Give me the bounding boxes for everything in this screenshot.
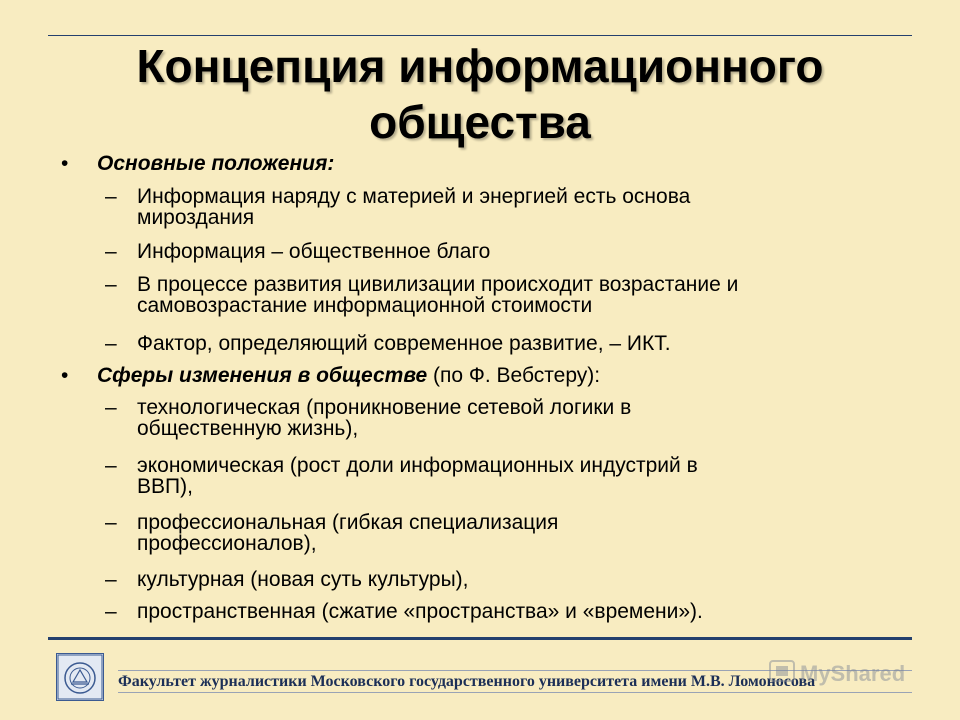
bullet-icon: • — [61, 152, 69, 175]
dash-icon: – — [105, 568, 117, 591]
bullet-lead-text: Основные положения: — [97, 152, 335, 175]
sub-item-line: профессиональная (гибкая специализация — [137, 511, 559, 534]
dash-icon: – — [105, 185, 117, 208]
sub-item — [105, 396, 907, 440]
dash-icon: – — [105, 240, 117, 263]
footer-bottom-rule — [118, 692, 912, 693]
slide-title — [48, 38, 912, 150]
sub-item — [105, 332, 907, 355]
bullet-lead-text: Сферы изменения в обществе — [97, 364, 428, 387]
bullet-main-provisions — [61, 152, 897, 176]
sub-item — [105, 273, 907, 317]
dash-icon: – — [105, 273, 117, 296]
sub-item-line: пространственная (сжатие «пространства» и «времени»). — [137, 600, 703, 623]
dash-icon: – — [105, 511, 117, 534]
bullet-spheres-of-change — [61, 364, 897, 388]
dash-icon: – — [105, 332, 117, 355]
dash-icon: – — [105, 600, 117, 623]
sub-item-line: мироздания — [137, 206, 255, 229]
sub-item-line: Информация наряду с материей и энергией есть основа — [137, 185, 691, 208]
sub-item — [105, 185, 907, 229]
sub-item — [105, 454, 907, 498]
top-divider — [48, 35, 912, 36]
watermark-text: MyShared — [800, 661, 906, 686]
sub-item-line: профессионалов), — [137, 532, 317, 555]
bottom-divider — [48, 637, 912, 640]
sub-item-line: В процессе развития цивилизации происходит возрастание и — [137, 273, 739, 296]
sub-item-line: самовозрастание информационной стоимости — [137, 294, 593, 317]
sub-item — [105, 568, 907, 591]
footer-university-text: Факультет журналистики Московского государственного университета имени М.В. Ломоносова — [118, 673, 816, 690]
sub-item-line: общественную жизнь), — [137, 417, 359, 440]
sub-item-line: Информация – общественное благо — [137, 240, 491, 263]
bullet-lead-source: (по Ф. Вебстеру): — [427, 364, 601, 387]
slide-title-line-2: общества — [369, 96, 591, 148]
sub-item — [105, 240, 907, 263]
dash-icon: – — [105, 454, 117, 477]
faculty-emblem-icon — [56, 653, 104, 701]
slide-title-line-1: Концепция информационного — [136, 40, 824, 92]
sub-item-line: Фактор, определяющий современное развитие, – ИКТ. — [137, 332, 671, 355]
sub-item-line: экономическая (рост доли информационных индустрий в — [137, 454, 698, 477]
watermark-logo — [768, 655, 918, 691]
dash-icon: – — [105, 396, 117, 419]
sub-item — [105, 600, 907, 623]
sub-item-line: культурная (новая суть культуры), — [137, 568, 469, 591]
sub-item-line: ВВП), — [137, 475, 193, 498]
sub-item-line: технологическая (проникновение сетевой логики в — [137, 396, 632, 419]
bullet-icon: • — [61, 364, 69, 387]
sub-item — [105, 511, 907, 555]
